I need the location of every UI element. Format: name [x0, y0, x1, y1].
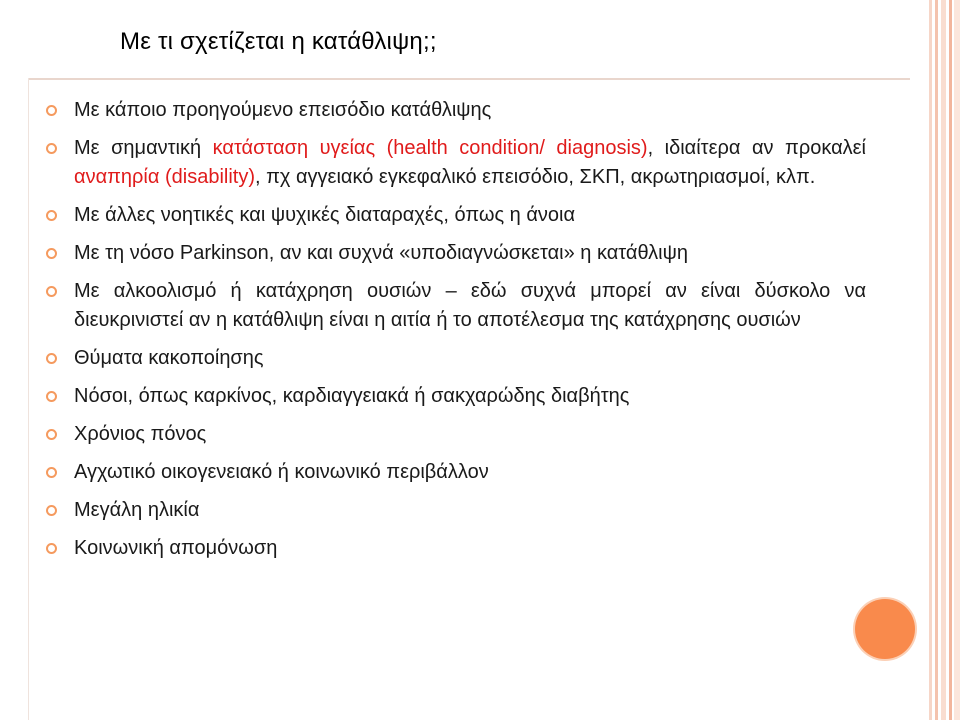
bullet-list: [44, 96, 866, 572]
list-item: [44, 420, 866, 449]
list-item: [44, 534, 866, 563]
stripe: [929, 0, 932, 720]
list-item-text: Μεγάλη ηλικία: [74, 499, 200, 521]
stripe: [941, 0, 946, 720]
list-item: [44, 458, 866, 487]
circle-outline-icon: [46, 543, 57, 554]
list-item-text: Χρόνιος πόνος: [74, 423, 207, 445]
stripe: [935, 0, 938, 720]
list-item: [44, 277, 866, 335]
list-item-text: Με τη νόσο Parkinson, αν και συχνά «υποδιαγνώσκεται» η κατάθλιψη: [74, 242, 689, 264]
circle-outline-icon: [46, 210, 57, 221]
list-item-text: Με άλλες νοητικές και ψυχικές διαταραχές, όπως η άνοια: [74, 204, 576, 226]
list-item-text: Νόσοι, όπως καρκίνος, καρδιαγγειακά ή σακχαρώδης διαβήτης: [74, 385, 630, 407]
list-item-text: Με κάποιο προηγούμενο επεισόδιο κατάθλιψης: [74, 99, 492, 121]
highlighted-term: αναπηρία (disability): [74, 166, 256, 188]
left-divider: [28, 78, 29, 720]
title-divider: [28, 78, 910, 80]
slide-title: Με τι σχετίζεται η κατάθλιψη;;: [120, 28, 437, 55]
list-item: [44, 201, 866, 230]
circle-outline-icon: [46, 105, 57, 116]
list-item-text: , πχ αγγειακό εγκεφαλικό επεισόδιο, ΣΚΠ, ακρωτηριασμοί, κλπ.: [255, 166, 816, 188]
circle-outline-icon: [46, 467, 57, 478]
circle-outline-icon: [46, 353, 57, 364]
circle-outline-icon: [46, 391, 57, 402]
list-item-text: Με σημαντική: [74, 137, 213, 159]
circle-outline-icon: [46, 505, 57, 516]
list-item: [44, 239, 866, 268]
circle-outline-icon: [46, 429, 57, 440]
circle-outline-icon: [46, 286, 57, 297]
list-item-text: Αγχωτικό οικογενειακό ή κοινωνικό περιβάλλον: [74, 461, 489, 483]
list-item: [44, 496, 866, 525]
decorative-stripes: [926, 0, 960, 720]
list-item: [44, 344, 866, 373]
list-item-text: Κοινωνική απομόνωση: [74, 537, 278, 559]
stripe: [954, 0, 960, 720]
circle-outline-icon: [46, 143, 57, 154]
list-item-text: , ιδιαίτερα αν προκαλεί: [647, 137, 866, 159]
highlighted-term: κατάσταση υγείας (health condition/ diagnosis): [212, 137, 648, 159]
stripe: [949, 0, 952, 720]
list-item-text: Με αλκοολισμό ή κατάχρηση ουσιών – εδώ συχνά μπορεί αν είναι δύσκολο να διευκρινιστεί αν η κατάθλιψη είναι η αιτία ή το αποτέλεσμα της κατάχρησης ουσιών: [74, 280, 866, 331]
circle-outline-icon: [46, 248, 57, 259]
list-item: [44, 134, 866, 192]
decorative-circle: [855, 599, 915, 659]
list-item-text: Θύματα κακοποίησης: [74, 347, 264, 369]
list-item: [44, 382, 866, 411]
list-item: [44, 96, 866, 125]
